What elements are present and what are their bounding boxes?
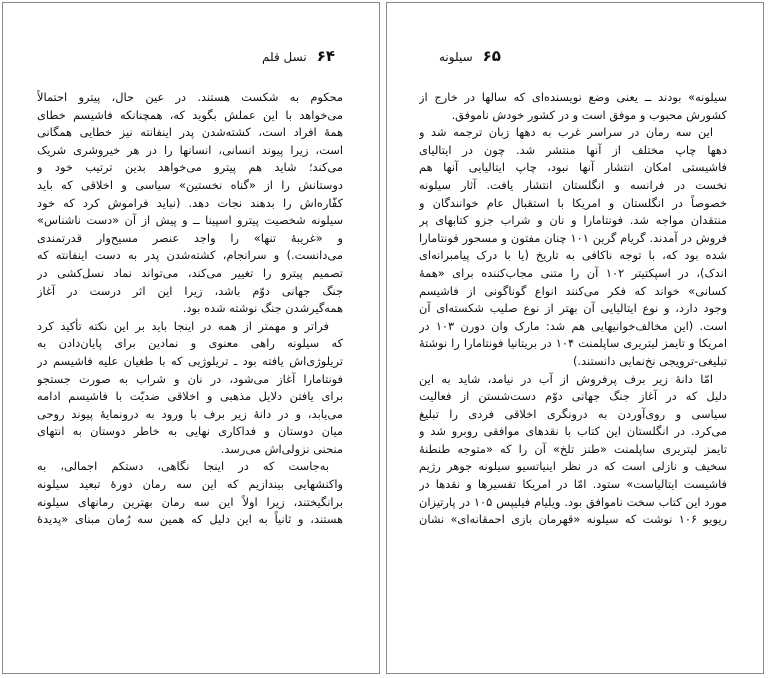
text-line: سیاسی و روی‌آوردن به درونگری اخلاقی فردی را تبلیغ [419, 406, 727, 421]
text-line: همه‌گیرشدن جنگ نوشته شده بود. [182, 301, 343, 316]
text-line: تبلیغی-ترویجی نخ‌نمایی دانستند.) [572, 353, 727, 368]
text-line: است، زیرا پیوند انسانی، انسانها را در هر خیروشری شریک [37, 142, 343, 157]
text-line: کسانی» خواند که فکر می‌کنند انواع گوناگونی از فاشیسم [419, 283, 727, 298]
text-line: سیلونه شخصیت پیترو اسپینا ــ و پیش از آن «دست ناشناس» [37, 213, 343, 228]
text-line: نخست در فرانسه و انگلستان انتشار یافت. آثار سیلونه [419, 177, 727, 192]
text-line: است. (این مخالف‌خوانیهایی هم شد: مارک وان دورن ۱۰۳ در [419, 318, 727, 333]
text-line: فروش در آمدند. گریام گرین ۱۰۱ چنان مفتون و مسحور فونتامارا [419, 230, 727, 245]
text-line: واکنشهایی بیندازیم که این سه رمان دورهٔ تبعید سیلونه [37, 477, 343, 492]
right-page [386, 2, 764, 674]
text-line: سخیف و نازلی است که در نظر اینیاتسیو سیلونه جوهر رژیم [419, 459, 727, 474]
text-line: امّا دانهٔ زیر برف پرفروش از آب در نیامد، شاید به این [419, 371, 713, 386]
text-line: امریکا و تایمز لیتریری ساپلمنت ۱۰۴ در بریتانیا فونتامارا را نوشتهٔ [419, 336, 727, 351]
text-line: سیلونه» بودند ــ یعنی وضع نویسنده‌ای که سالها در خارج از [419, 90, 727, 104]
text-line: شده بود که، با توجه ناکافی به تاریخ (یا با درک پیامبرانه‌ای [419, 248, 727, 263]
text-line: دهها چاپ مختلف از آنها منتشر شد. چون در ایتالیای [419, 142, 727, 157]
page-number: ۶۴ [316, 47, 335, 65]
text-line: می‌کرد. در انگلستان این کتاب با نقدهای موافقی روبرو شد و [419, 424, 727, 439]
text-line: کشورش محبوب و موفق است و در کشور خودش ناموفق. [451, 107, 727, 122]
text-line: برای یافتن دلایل مذهبی و اخلاقی ضدیّت با فاشیسم ادامه [37, 389, 343, 404]
page-number: ۶۵ [482, 47, 501, 65]
text-line: می‌یابد، و در دانهٔ زیر برف با ورود به درونمایهٔ پیوند روحی [37, 406, 343, 421]
text-line: خصوصاً در انگلستان و امریکا با استقبال عام خوانندگان و [419, 195, 727, 210]
text-line: محکوم به شکست هستند. در عین حال، پیترو احتمالاً [37, 90, 343, 104]
left-page-header [262, 47, 335, 67]
text-line: مورد این کتاب سخت ناموافق بود. ویلیام فیلیپس ۱۰۵ در پارتیزان [419, 494, 727, 509]
text-line: برانگیختند، زیرا اولاً این سه رمان بهترین رمانهای سیلونه [37, 494, 343, 509]
running-title: نسل قلم [262, 50, 307, 64]
text-line: و «غریبهٔ تنها» را واجد عنصر مسیح‌وار قدرتمندی [37, 230, 343, 245]
text-line: فونتامارا آغاز می‌شود، در نان و شراب به صورت جستجو [37, 371, 343, 386]
text-line: دلیل که در آغاز جنگ جهانی دوّم دست‌شستن از فعالیت [419, 389, 727, 404]
text-line: هستند، و ثانیاً به این دلیل که همین سه رُمان مبنای «پدیدهٔ [37, 512, 343, 527]
text-line: ریویو ۱۰۶ نوشت که سیلونه «قهرمان بازی احمقانه‌ای» نشان [419, 512, 727, 527]
right-page-body [419, 89, 727, 529]
left-page-body [37, 89, 343, 529]
text-line: این سه رمان در سراسر غرب به دهها زبان ترجمه شد و [419, 125, 713, 140]
text-line: تریلوژی‌اش یافته بود ـ تریلوژیی که با طغیان علیه فاشیسم در [37, 353, 343, 368]
text-line: فراتر و مهمتر از همه در اینجا باید بر این نکته تأکید کرد [37, 318, 329, 333]
right-page-header [439, 47, 501, 67]
text-line: همهٔ افراد است، کشته‌شدن پدر اینفانته نیز خطایی همگانی [37, 125, 343, 140]
text-line: جنگ جهانی دوّم باشد، زیرا این اثر درست در آغاز [37, 283, 343, 298]
text-line: می‌خواهد با این عملش بگوید که، همچنانکه فاشیسم خطای [37, 107, 343, 122]
text-line: دوستانش را از «گناه نخستین» سیاسی و اخلاقی که باید [37, 177, 343, 192]
text-line: منحنی نزولی‌اش می‌رسد. [220, 441, 343, 456]
text-line: تصمیم پیترو را تغییر می‌کند، می‌تواند نماد نسل‌کشی در [37, 265, 343, 280]
text-line: اندک)، در اسپکتیتر ۱۰۲ آن را متنی مجاب‌کننده برای «همهٔ [419, 265, 727, 280]
text-line: تایمز لیتریری ساپلمنت «طنز تلخ» آن را که «متوجه طنطنهٔ [419, 441, 727, 456]
text-line: فاشیستی امکان انتشار آنها نبود، چاپ ایتالیایی آنها هم [419, 160, 727, 175]
left-page [2, 2, 380, 674]
text-line: که سیلونه راهی معنوی و نمادین برای پایان‌دادن به [37, 336, 343, 351]
running-title: سیلونه [439, 50, 473, 64]
text-line: می‌دانست.) و سرانجام، کشته‌شدن پدر به دست اینفانته که [37, 248, 343, 263]
text-line: به‌جاست که در اینجا نگاهی، دستکم اجمالی، به [37, 459, 329, 474]
text-line: وجود دارد، و نوع ایتالیایی آن بهتر از نوع صلیب شکسته‌ای آن [419, 301, 727, 316]
text-line: کفّاره‌اش را بدهند نجات دهد. (نباید فراموش کرد که خود [37, 195, 343, 210]
text-line: منتقدان مواجه شد. فونتامارا و نان و شراب جزو کتابهای پر [419, 213, 727, 228]
text-line: می‌کند؛ شاید هم پیترو می‌خواهد بدین ترتیب خود و [37, 160, 343, 175]
text-line: فاشیست ایتالیاست» ستود. امّا در امریکا تفسیرها و نقدها در [419, 477, 727, 492]
text-line: میان دوستان و فداکاری نهایی به خاطر دوستان به انتهای [37, 424, 343, 439]
